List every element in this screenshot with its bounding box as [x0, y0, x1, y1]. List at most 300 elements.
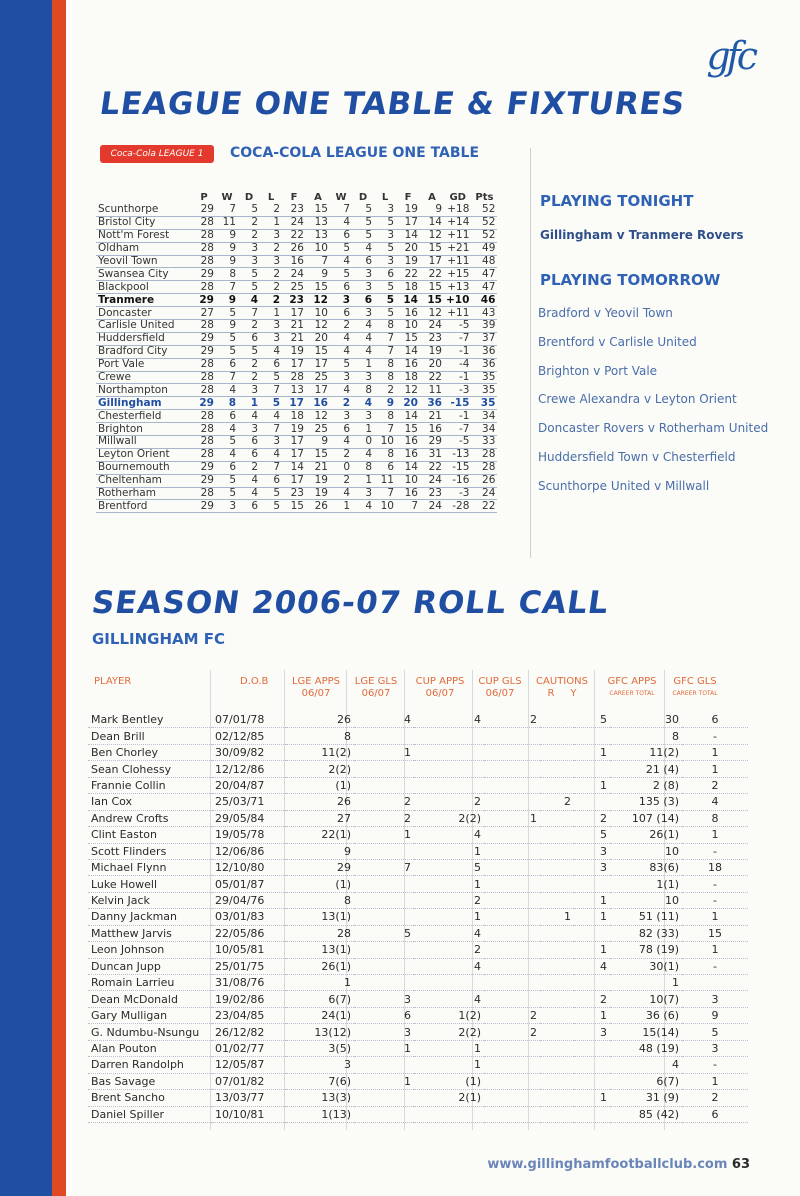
league-header-cell: D	[244, 191, 254, 203]
footer	[487, 1157, 750, 1172]
table-cell: 13	[282, 384, 306, 397]
table-cell: 6	[330, 423, 352, 436]
player-stat: 2	[682, 777, 748, 793]
player-stat: 6	[354, 1007, 414, 1023]
table-cell: 4	[330, 436, 352, 449]
table-row	[96, 216, 497, 229]
table-cell: 28	[192, 436, 216, 449]
table-cell: 11	[420, 384, 444, 397]
table-cell: 3	[238, 255, 260, 268]
table-cell: 5	[330, 358, 352, 371]
player-stat	[484, 958, 540, 974]
player-name: Scott Flinders	[88, 843, 212, 859]
player-stat: (1)	[286, 777, 354, 793]
player-stat: 7(6)	[286, 1073, 354, 1089]
table-cell: 12	[306, 294, 330, 307]
table-cell: 17	[282, 397, 306, 410]
player-stat: 8	[286, 892, 354, 908]
table-cell: 6	[374, 461, 396, 474]
table-cell: 3	[374, 255, 396, 268]
player-name: Dean Brill	[88, 728, 212, 744]
league-header-cell: A	[314, 191, 322, 203]
league-header-cell: F	[290, 191, 298, 203]
player-stat: 1	[682, 744, 748, 760]
table-cell: 8	[374, 410, 396, 423]
table-cell: 3	[330, 294, 352, 307]
player-stat: -	[682, 1057, 748, 1073]
table-cell: 29	[192, 345, 216, 358]
player-row	[88, 843, 748, 859]
league-header-cell: L	[267, 191, 275, 203]
player-row	[88, 777, 748, 793]
playing-tonight-title: PLAYING TONIGHT	[540, 192, 694, 210]
player-row	[88, 712, 748, 728]
table-cell: 8	[352, 461, 374, 474]
table-row	[96, 332, 497, 345]
roll-call-title: SEASON 2006-07 ROLL CALL	[89, 585, 612, 621]
player-stat: 12/12/86	[212, 761, 286, 777]
table-cell: 5	[238, 345, 260, 358]
table-cell: -1	[444, 371, 471, 384]
player-stat: 135 (3)	[610, 794, 682, 810]
table-cell: 17	[282, 474, 306, 487]
player-stat: 1	[574, 892, 610, 908]
player-stat: 4	[414, 827, 484, 843]
table-cell: 5	[352, 204, 374, 216]
table-cell: 48	[471, 255, 497, 268]
table-row	[96, 358, 497, 371]
table-cell: 3	[330, 371, 352, 384]
table-cell: 16	[282, 255, 306, 268]
table-cell: 24	[420, 500, 444, 513]
table-cell: 1	[352, 358, 374, 371]
fixture-item: Huddersfield Town v Chesterfield	[538, 449, 736, 464]
table-cell: 29	[192, 500, 216, 513]
table-row	[96, 345, 497, 358]
table-cell: 17	[282, 307, 306, 320]
player-row	[88, 859, 748, 875]
player-stat	[540, 892, 574, 908]
table-cell: 9	[216, 229, 238, 242]
player-stat: 4	[414, 925, 484, 941]
table-cell: 3	[260, 436, 282, 449]
player-stat: 26	[286, 794, 354, 810]
team-name: Crewe	[96, 371, 192, 384]
table-cell: -1	[444, 410, 471, 423]
player-stat: 31/08/76	[212, 975, 286, 991]
player-stat	[484, 827, 540, 843]
player-stat: 6(7)	[286, 991, 354, 1007]
table-cell: 31	[420, 448, 444, 461]
header-cup-gls-label: CUP GLS	[478, 676, 522, 687]
table-cell: 22	[282, 229, 306, 242]
player-name: Sean Clohessy	[88, 761, 212, 777]
table-row	[96, 410, 497, 423]
header-gfc-apps	[604, 676, 660, 700]
table-cell: 5	[260, 487, 282, 500]
player-stat: 29	[286, 859, 354, 875]
fixture-list	[538, 306, 768, 508]
table-cell: 3	[352, 268, 374, 281]
table-cell: 23	[420, 332, 444, 345]
table-cell: 19	[282, 423, 306, 436]
table-row	[96, 255, 497, 268]
table-cell: 36	[420, 397, 444, 410]
player-stat: 2	[484, 712, 540, 728]
table-cell: 18	[282, 410, 306, 423]
player-stat: 1	[682, 909, 748, 925]
table-cell: 9	[306, 436, 330, 449]
player-stat: 26(1)	[610, 827, 682, 843]
table-cell: 6	[216, 410, 238, 423]
player-stat: 2	[414, 794, 484, 810]
table-cell: 3	[352, 487, 374, 500]
header-lge-apps	[290, 676, 342, 700]
player-stat: 78 (19)	[610, 942, 682, 958]
player-stat: 1(2)	[414, 1007, 484, 1023]
table-cell: 28	[192, 229, 216, 242]
player-stat: 6	[682, 712, 748, 728]
player-stat: 1	[484, 810, 540, 826]
player-stat	[354, 728, 414, 744]
player-stat: 3	[354, 991, 414, 1007]
player-stat: 1	[414, 1040, 484, 1056]
player-stat	[574, 728, 610, 744]
table-cell: 6	[238, 436, 260, 449]
table-cell: 5	[238, 268, 260, 281]
player-stat	[354, 942, 414, 958]
player-stat	[540, 942, 574, 958]
player-stat: 26	[286, 712, 354, 728]
table-cell: 2	[238, 371, 260, 384]
table-cell: -4	[444, 358, 471, 371]
table-cell: 5	[330, 268, 352, 281]
player-stat	[682, 975, 748, 991]
header-player: PLAYER	[94, 676, 132, 687]
table-cell: 7	[374, 423, 396, 436]
table-cell: 21	[282, 332, 306, 345]
table-cell: 8	[352, 384, 374, 397]
table-cell: 24	[282, 268, 306, 281]
team-name: Scunthorpe	[96, 204, 192, 216]
table-cell: 7	[396, 500, 420, 513]
player-stat: 8	[610, 728, 682, 744]
player-stat: 107 (14)	[610, 810, 682, 826]
player-stat	[540, 925, 574, 941]
table-cell: 47	[471, 268, 497, 281]
table-cell: 36	[471, 358, 497, 371]
table-cell: 19	[306, 474, 330, 487]
table-cell: 4	[216, 384, 238, 397]
table-cell: 35	[471, 384, 497, 397]
player-stat: 7	[354, 859, 414, 875]
table-row	[96, 461, 497, 474]
player-stat: 8	[286, 728, 354, 744]
player-stat: 4	[354, 712, 414, 728]
player-stat	[484, 1073, 540, 1089]
team-name: Doncaster	[96, 307, 192, 320]
table-cell: +21	[444, 242, 471, 255]
table-cell: 28	[192, 320, 216, 333]
table-row	[96, 448, 497, 461]
player-stat	[354, 876, 414, 892]
player-stat	[484, 843, 540, 859]
page-number: 63	[731, 1157, 750, 1172]
table-cell: 3	[352, 281, 374, 294]
player-stat	[414, 761, 484, 777]
player-stat: 36 (6)	[610, 1007, 682, 1023]
team-name: Carlisle United	[96, 320, 192, 333]
player-stat: 10	[610, 843, 682, 859]
table-cell: +11	[444, 229, 471, 242]
player-stat: 2	[682, 1090, 748, 1106]
player-name: Clint Easton	[88, 827, 212, 843]
table-cell: 35	[471, 371, 497, 384]
player-stat: 10(7)	[610, 991, 682, 1007]
table-cell: 2	[330, 474, 352, 487]
player-stat: 25/03/71	[212, 794, 286, 810]
player-stat: 2	[574, 810, 610, 826]
player-stat	[414, 975, 484, 991]
player-stat	[414, 744, 484, 760]
table-cell: 14	[396, 294, 420, 307]
table-cell: 7	[374, 332, 396, 345]
table-cell: 5	[260, 371, 282, 384]
header-lge-apps-label: LGE APPS	[291, 676, 341, 687]
player-stat: 3	[682, 1040, 748, 1056]
player-row	[88, 1106, 748, 1122]
table-cell: 4	[238, 487, 260, 500]
fixture-item: Scunthorpe United v Millwall	[538, 478, 710, 493]
table-cell: 20	[396, 397, 420, 410]
table-cell: 1	[352, 423, 374, 436]
player-stat: 4	[682, 794, 748, 810]
table-cell: 20	[420, 358, 444, 371]
table-cell: 8	[374, 320, 396, 333]
player-stat: 5	[354, 925, 414, 941]
player-row	[88, 1073, 748, 1089]
player-stat: 23/04/85	[212, 1007, 286, 1023]
table-cell: 28	[192, 487, 216, 500]
table-cell: +14	[444, 216, 471, 229]
league-table-header	[96, 190, 497, 204]
player-stat	[484, 1090, 540, 1106]
player-name: Ian Cox	[88, 794, 212, 810]
table-cell: 4	[330, 384, 352, 397]
table-cell: 5	[216, 345, 238, 358]
player-stat: 9	[682, 1007, 748, 1023]
player-stat: 83(6)	[610, 859, 682, 875]
fixture-item: Brighton v Port Vale	[538, 363, 658, 378]
table-cell: 3	[216, 500, 238, 513]
table-cell: 12	[306, 320, 330, 333]
table-cell: +11	[444, 307, 471, 320]
table-cell: 17	[396, 216, 420, 229]
table-cell: 10	[396, 320, 420, 333]
player-stat: 1	[682, 1073, 748, 1089]
column-divider	[530, 148, 531, 558]
player-stat	[354, 761, 414, 777]
player-stat: 6	[682, 1106, 748, 1122]
header-cup-apps-label: CUP APPS	[415, 676, 465, 687]
table-cell: 4	[238, 474, 260, 487]
player-stat	[574, 876, 610, 892]
table-cell: 14	[396, 345, 420, 358]
player-row	[88, 991, 748, 1007]
table-cell: 6	[260, 358, 282, 371]
table-cell: 7	[374, 345, 396, 358]
player-stat: 13(1)	[286, 942, 354, 958]
table-cell: 16	[306, 397, 330, 410]
table-cell: 8	[216, 397, 238, 410]
table-cell: 7	[330, 204, 352, 216]
player-stat: 2 (8)	[610, 777, 682, 793]
table-cell: 12	[420, 229, 444, 242]
table-cell: 3	[238, 423, 260, 436]
table-cell: 6	[352, 294, 374, 307]
player-stat	[354, 777, 414, 793]
table-cell: 6	[238, 332, 260, 345]
table-cell: 24	[420, 320, 444, 333]
player-stat: (1)	[286, 876, 354, 892]
table-cell: 5	[260, 397, 282, 410]
table-cell: 1	[238, 397, 260, 410]
table-cell: 29	[192, 294, 216, 307]
player-name: Luke Howell	[88, 876, 212, 892]
player-stat: 4	[574, 958, 610, 974]
player-row	[88, 827, 748, 843]
table-cell: -16	[444, 474, 471, 487]
player-stat	[540, 712, 574, 728]
player-row	[88, 794, 748, 810]
player-stat	[414, 777, 484, 793]
table-cell: 10	[374, 436, 396, 449]
table-cell: 19	[420, 345, 444, 358]
player-stat	[540, 827, 574, 843]
team-name: Port Vale	[96, 358, 192, 371]
table-cell: 5	[374, 294, 396, 307]
table-cell: 25	[282, 281, 306, 294]
player-stat	[354, 909, 414, 925]
table-row	[96, 307, 497, 320]
player-row	[88, 892, 748, 908]
table-cell: 9	[216, 242, 238, 255]
player-stat: 27	[286, 810, 354, 826]
team-name: Northampton	[96, 384, 192, 397]
player-stat: 15(14)	[610, 1024, 682, 1040]
player-stat: 3	[574, 1024, 610, 1040]
player-stat	[540, 1057, 574, 1073]
player-stat: 1	[574, 777, 610, 793]
player-stat	[484, 975, 540, 991]
team-name: Huddersfield	[96, 332, 192, 345]
table-cell: 13	[306, 229, 330, 242]
player-stat	[484, 761, 540, 777]
table-cell: 2	[260, 281, 282, 294]
player-row	[88, 1024, 748, 1040]
table-cell: 12	[420, 307, 444, 320]
table-cell: 2	[330, 397, 352, 410]
table-cell: 28	[192, 216, 216, 229]
player-stat: 19/05/78	[212, 827, 286, 843]
table-cell: 23	[282, 204, 306, 216]
player-stat	[484, 1106, 540, 1122]
league-header-cell: L	[381, 191, 389, 203]
table-cell: 4	[330, 255, 352, 268]
table-cell: 3	[260, 320, 282, 333]
table-cell: 9	[216, 294, 238, 307]
league-header-cell: Pts	[475, 191, 494, 203]
table-cell: 24	[282, 216, 306, 229]
player-stat: 1	[574, 909, 610, 925]
player-name: Romain Larrieu	[88, 975, 212, 991]
table-cell: 7	[216, 204, 238, 216]
table-row	[96, 204, 497, 216]
table-cell: 17	[306, 358, 330, 371]
player-stat	[540, 958, 574, 974]
player-stat: 48 (19)	[610, 1040, 682, 1056]
table-cell: 28	[192, 371, 216, 384]
player-name: Andrew Crofts	[88, 810, 212, 826]
player-stat: 05/01/87	[212, 876, 286, 892]
player-name: Michael Flynn	[88, 859, 212, 875]
table-row	[96, 320, 497, 333]
player-name: Kelvin Jack	[88, 892, 212, 908]
player-stat	[574, 1106, 610, 1122]
header-cup-apps	[412, 676, 468, 700]
table-cell: 7	[216, 371, 238, 384]
player-name: Leon Johnson	[88, 942, 212, 958]
player-row	[88, 744, 748, 760]
left-white-stripe	[66, 0, 72, 1196]
team-name: Chesterfield	[96, 410, 192, 423]
player-stat	[574, 761, 610, 777]
table-cell: 10	[306, 242, 330, 255]
table-cell: 52	[471, 204, 497, 216]
roll-call-table	[88, 712, 748, 1123]
table-cell: +18	[444, 204, 471, 216]
player-stat: 18	[682, 859, 748, 875]
player-row	[88, 761, 748, 777]
player-stat: 1	[682, 827, 748, 843]
player-stat: 12/10/80	[212, 859, 286, 875]
table-cell: 26	[471, 474, 497, 487]
table-cell: 3	[352, 307, 374, 320]
team-name: Bristol City	[96, 216, 192, 229]
coca-cola-league-badge: Coca-Cola LEAGUE 1	[100, 145, 214, 163]
player-name: Bas Savage	[88, 1073, 212, 1089]
table-cell: 35	[471, 397, 497, 410]
player-stat	[484, 859, 540, 875]
player-stat: 26(1)	[286, 958, 354, 974]
header-gfc-gls-label: GFC GLS	[673, 676, 717, 687]
player-row	[88, 1007, 748, 1023]
table-cell: 4	[352, 332, 374, 345]
table-cell: 6	[238, 448, 260, 461]
table-cell: +10	[446, 293, 470, 306]
player-stat: 2	[414, 892, 484, 908]
table-cell: 14	[282, 461, 306, 474]
player-stat	[540, 1090, 574, 1106]
table-cell: +13	[444, 281, 471, 294]
playing-tonight-match: Gillingham v Tranmere Rovers	[540, 228, 744, 242]
table-cell: -7	[444, 423, 471, 436]
player-stat: 22(1)	[286, 827, 354, 843]
player-stat	[484, 991, 540, 1007]
player-stat: 22/05/86	[212, 925, 286, 941]
table-cell: 27	[192, 307, 216, 320]
player-stat: 2	[484, 1024, 540, 1040]
